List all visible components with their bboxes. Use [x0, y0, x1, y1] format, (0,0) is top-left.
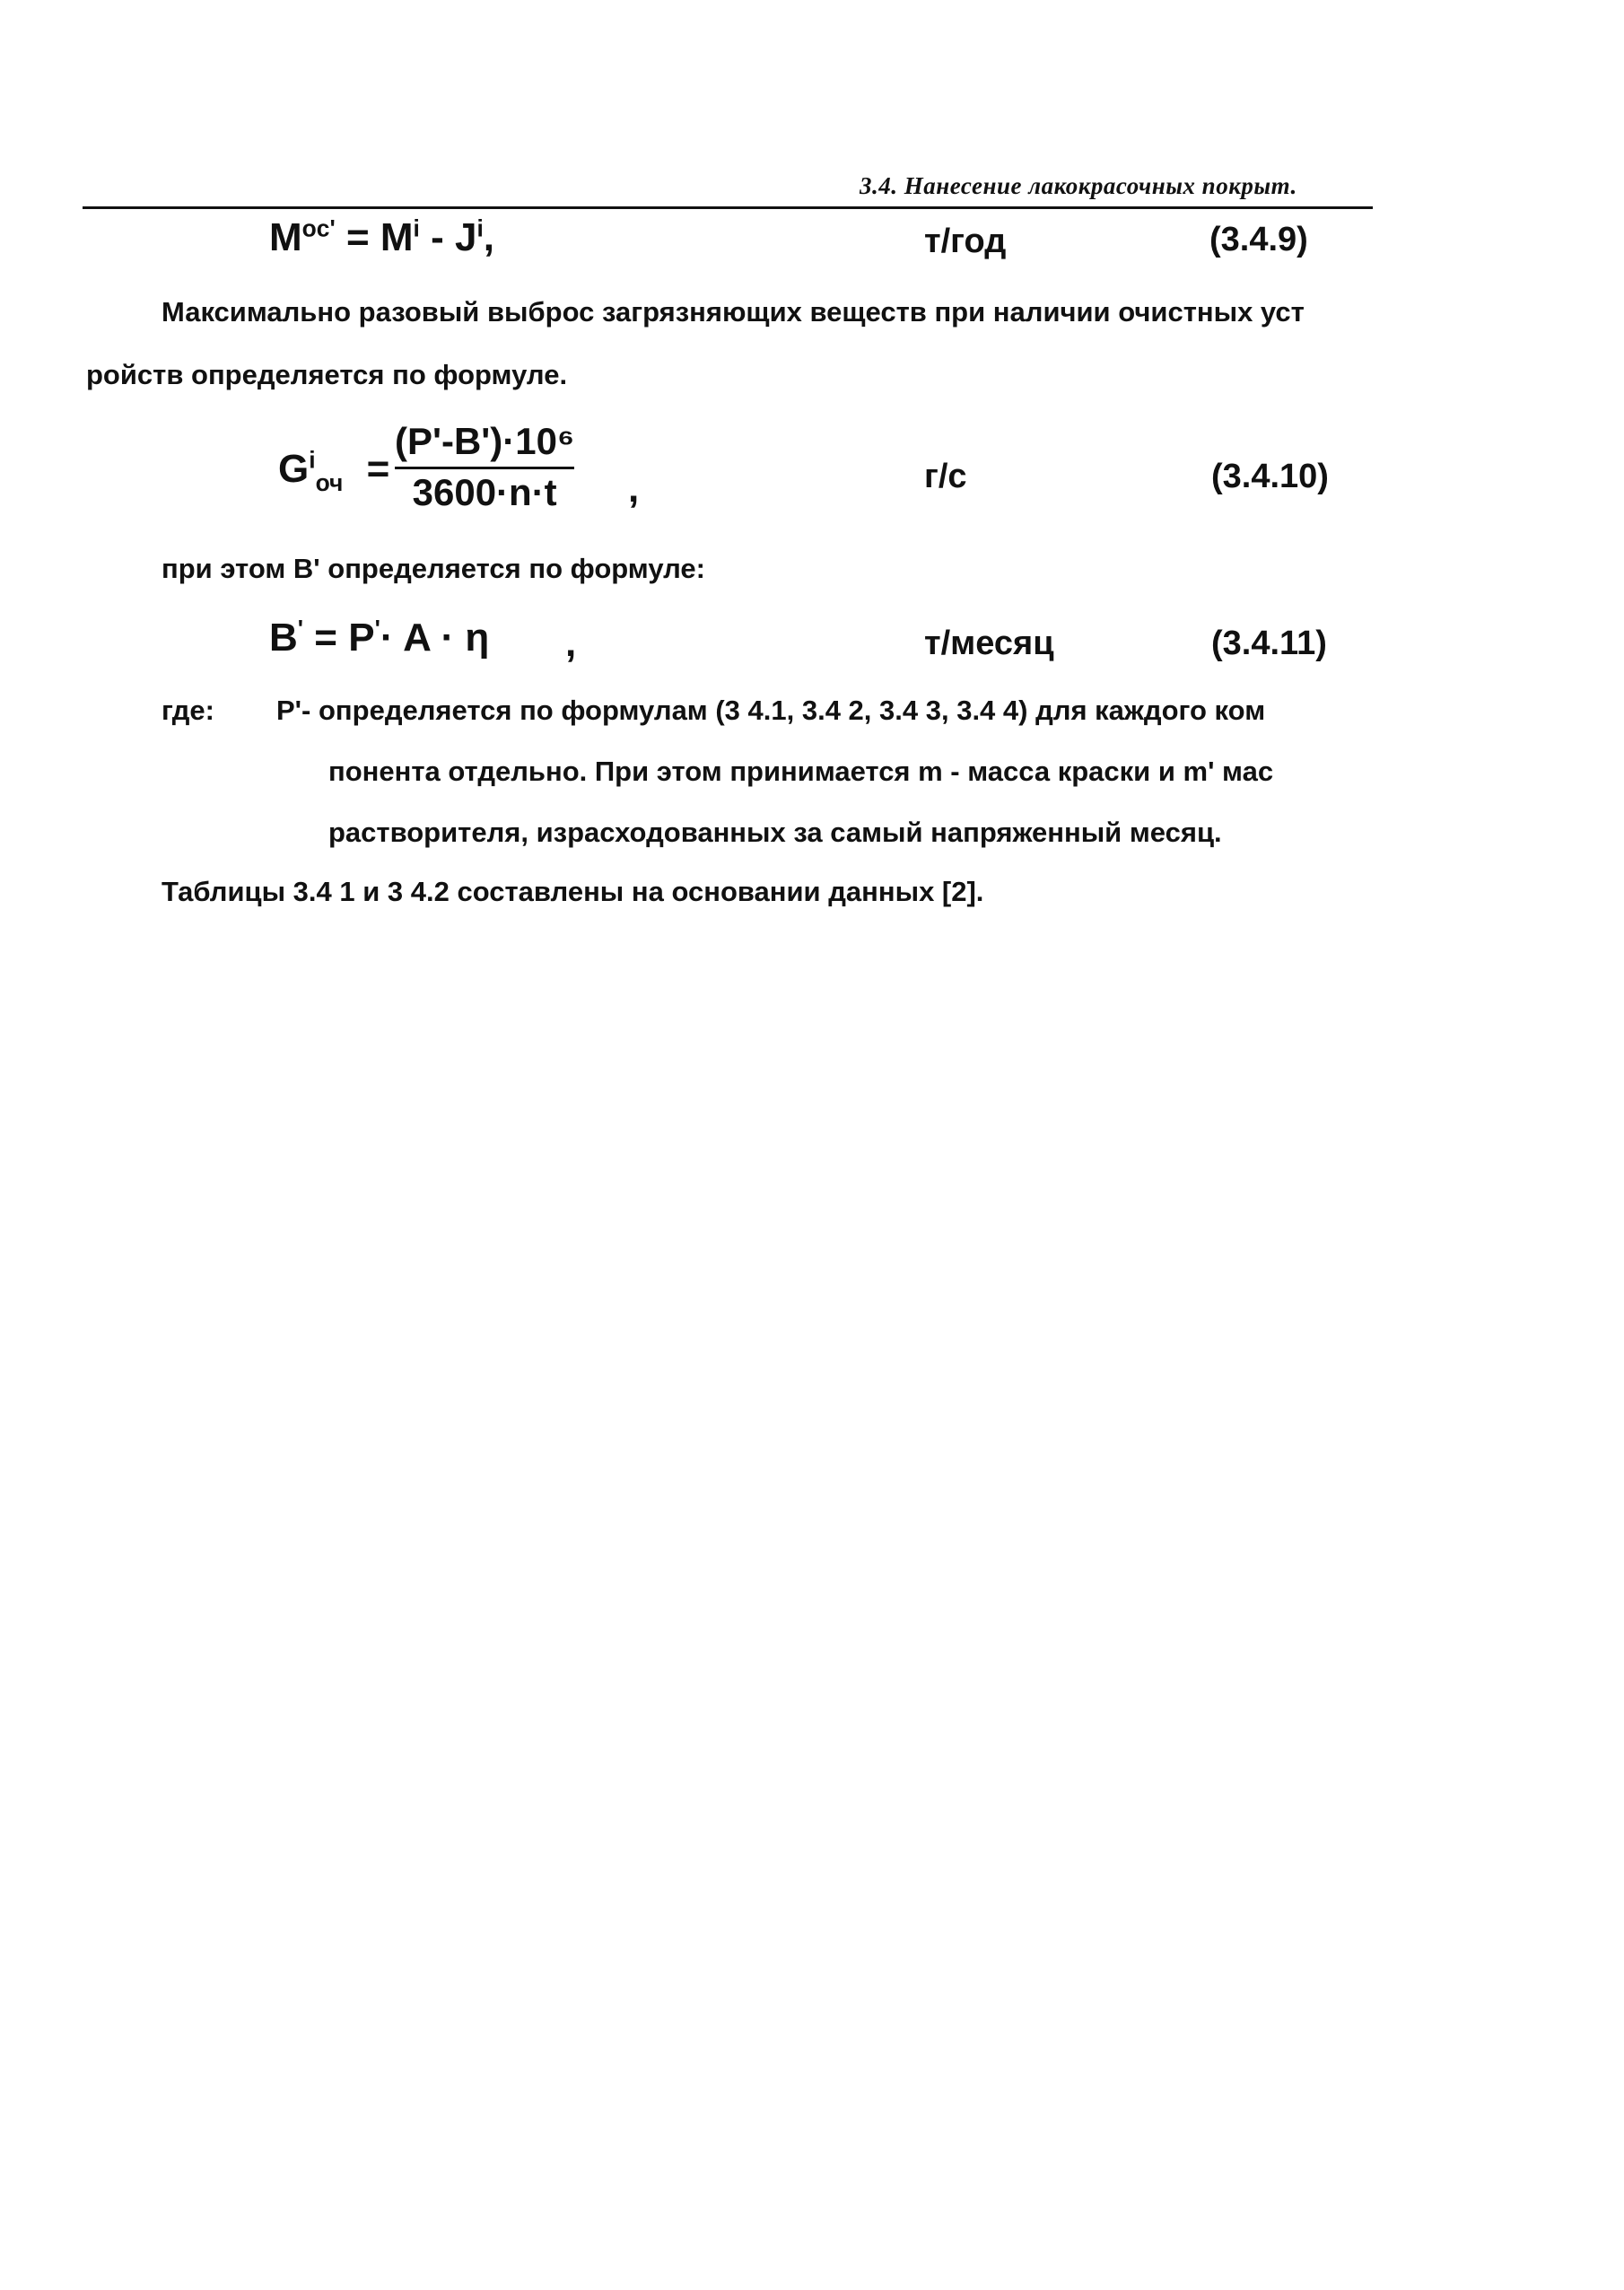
formula-3411-lhs: B [269, 616, 298, 660]
formula-3-4-11 [269, 616, 489, 660]
where-line1: P'- определяется по формулам (3 4.1, 3.4 2, 3.4 3, 3.4 4) для каждого ком [276, 695, 1266, 726]
formula-3411-comma: , [565, 621, 577, 665]
formula-3410-equals: = [366, 447, 390, 491]
formula-349-unit: т/год [924, 223, 1007, 260]
formula-349-rhs-mid: - J [419, 215, 477, 259]
header-rule [83, 206, 1373, 209]
formula-3410-lhs-sup: i [309, 446, 316, 474]
formula-349-rhs-suffix: , [483, 215, 495, 259]
para1-line1: Максимально разовый выброс загрязняющих веществ при наличии очистных уст [162, 296, 1305, 328]
formula-3411-rhs-sup: ' [374, 615, 380, 642]
formula-3410-denominator: 3600·n·t [412, 471, 557, 513]
formula-3411-lhs-sup: ' [297, 615, 304, 642]
running-header: 3.4. Нанесение лакокрасочных покрыт. [860, 172, 1297, 199]
formula-3410-comma: , [628, 467, 640, 511]
formula-349-rhs-prefix: = M [335, 215, 414, 259]
where-line3: растворителя, израсходованных за самый напряженный месяц. [328, 817, 1222, 848]
formula-349-lhs: M [269, 215, 302, 259]
formula-3410-unit: г/с [924, 458, 967, 495]
formula-349-rhs-sup2: i [476, 214, 484, 242]
formula-3411-rhs: = P [303, 616, 375, 660]
formula-3410-numerator: (P'-B')·10⁶ [395, 420, 575, 462]
para3: Таблицы 3.4 1 и 3 4.2 составлены на основании данных [2]. [162, 876, 984, 907]
formula-3411-unit: т/месяц [924, 625, 1054, 662]
fraction-bar [395, 467, 574, 469]
para1-line2: ройств определяется по формуле. [86, 359, 568, 390]
where-label: где: [162, 695, 214, 726]
formula-3-4-9 [269, 215, 494, 260]
para2: при этом B' определяется по формуле: [162, 553, 705, 584]
formula-349-lhs-sup: oc' [301, 214, 336, 242]
formula-349-rhs-sup1: i [413, 214, 420, 242]
formula-3411-number: (3.4.11) [1211, 625, 1327, 662]
formula-3410-lhs-group [278, 446, 390, 496]
formula-3410-lhs: G [278, 447, 310, 491]
formula-3410-number: (3.4.10) [1211, 458, 1329, 495]
formula-3410-fraction [395, 420, 574, 514]
formula-349-number: (3.4.9) [1209, 221, 1308, 258]
where-line2: понента отдельно. При этом принимается m - масса краски и m' мас [328, 756, 1274, 787]
formula-3411-rhs-tail: · A · η [380, 616, 490, 660]
formula-3410-lhs-sub: оч [315, 468, 344, 496]
